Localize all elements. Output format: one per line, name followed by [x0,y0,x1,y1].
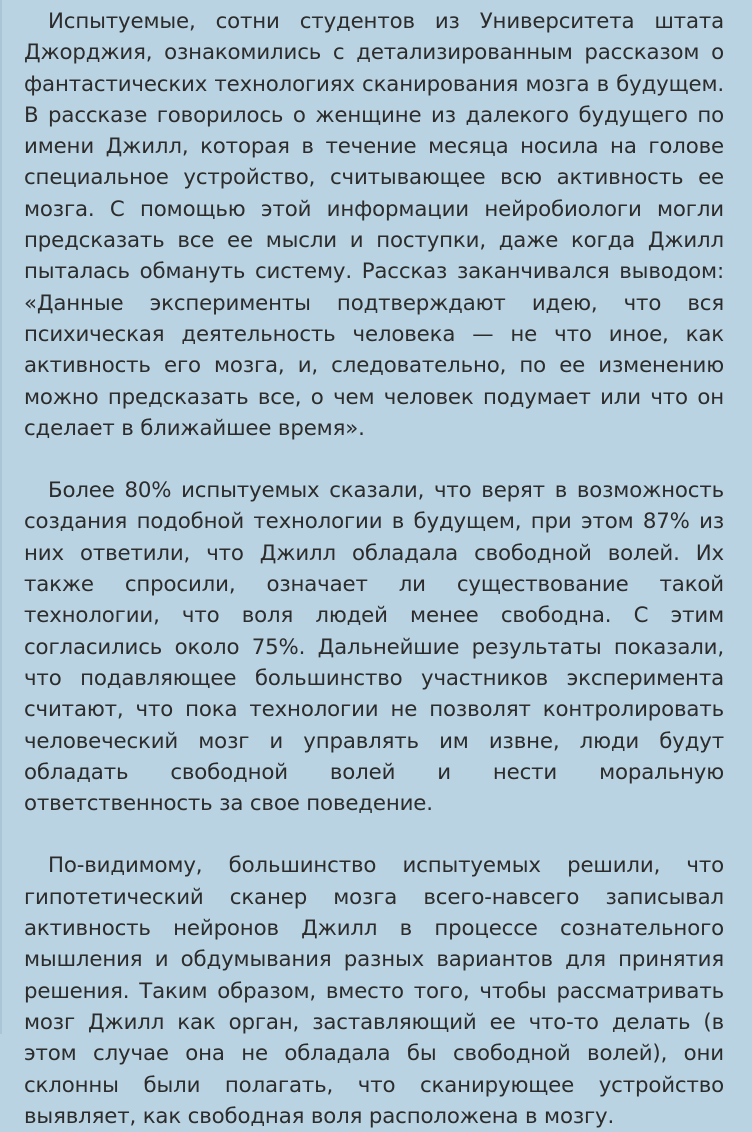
paragraph-2: Более 80% испытуемых сказали, что верят в возможность создания подобной технологии в будущем, при этом 87% из них ответили, что Джилл обладала свободной волей. Их также спросили, означает ли существование такой технологии, что воля людей менее свободна. С этим согласились около 75%. Дальнейшие результаты показали, что подавляющее большинство участников эксперимента считают, что пока технологии не позволят контролировать человеческий мозг и управлять им извне, люди будут обладать свободной волей и нести моральную ответственность за свое поведение. [24,478,724,817]
paragraph-1: Испытуемые, сотни студентов из Университета штата Джорджия, ознакомились с детализированным рассказом о фантастических технологиях сканирования мозга в будущем. В рассказе говорилось о женщине из далекого будущего по имени Джилл, которая в течение месяца носила на голове специальное устройство, считывающее всю активность ее мозга. С помощью этой информации нейробиологи могли предсказать все ее мысли и поступки, даже когда Джилл пыталась обмануть систему. Рассказ заканчивался выводом: «Данные эксперименты подтверждают идею, что вся психическая деятельность человека — не что иное, как активность его мозга, и, следовательно, по ее изменению можно предсказать все, о чем человек подумает или что он сделает в ближайшее время». [24,9,724,441]
paragraph-3: По-видимому, большинство испытуемых решили, что гипотетический сканер мозга всего-навсего записывал активность нейронов Джилл в процессе сознательного мышления и обдумывания разных вариантов для принятия решения. Таким образом, вместо того, чтобы рассматривать мозг Джилл как орган, заставляющий ее что-то делать (в этом случае она не обладала бы свободной волей), они склонны были полагать, что сканирующее устройство выявляет, как свободная воля расположена в мозгу. [24,853,724,1129]
